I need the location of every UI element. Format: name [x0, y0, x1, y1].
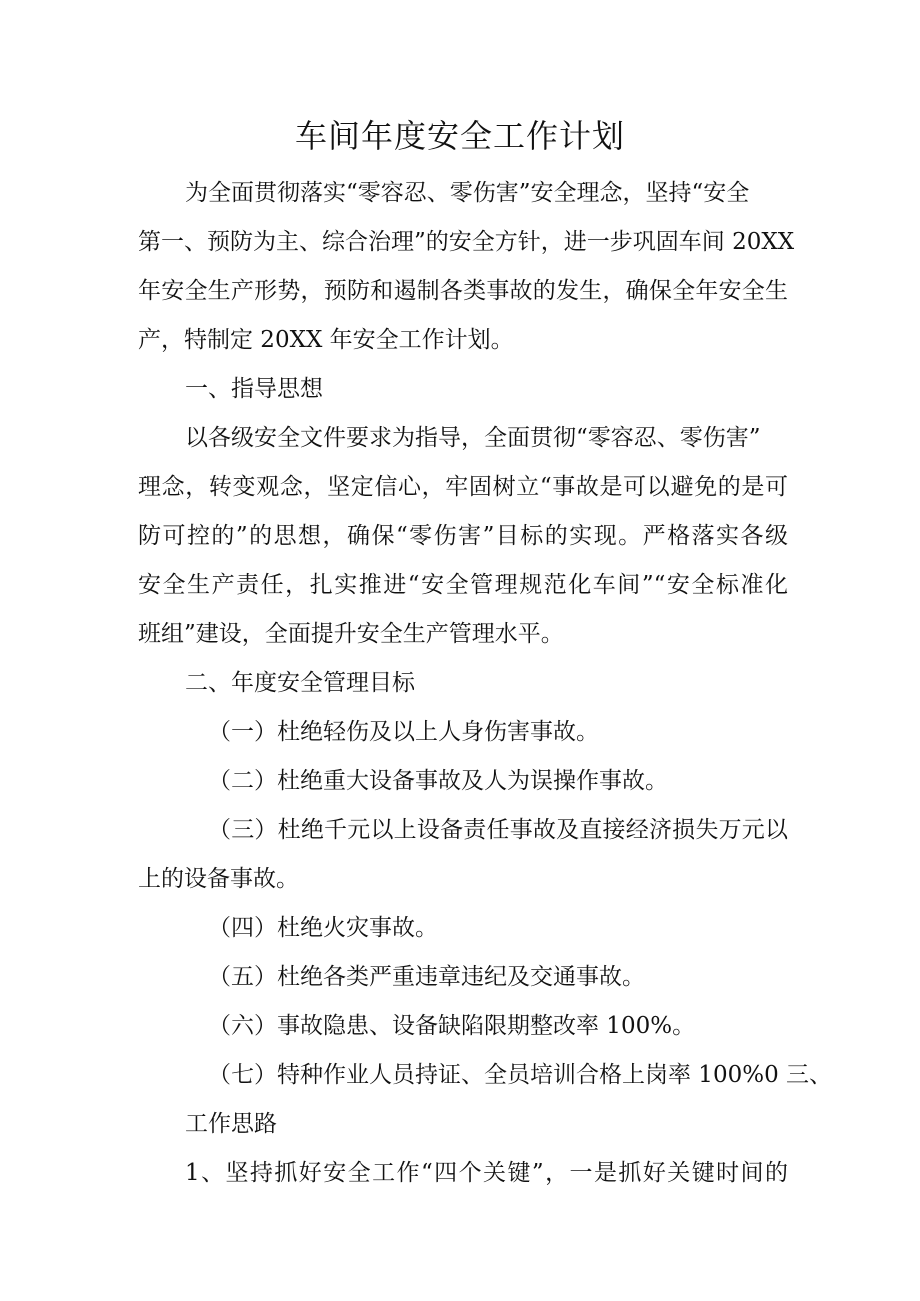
section1-line-3: 防可控的”的思想，确保“零伤害”目标的实现。严格落实各级	[138, 523, 788, 549]
section3-line-1: 1、坚持抓好安全工作“四个关键”，一是抓好关键时间的	[185, 1160, 788, 1186]
goal-item-4: （四）杜绝火灾事故。	[208, 915, 438, 941]
goal-item-3: （三）杜绝千元以上设备责任事故及直接经济损失万元以	[208, 817, 788, 843]
goal-item-5: （五）杜绝各类严重违章违纪及交通事故。	[208, 964, 645, 990]
section1-line-4: 安全生产责任，扎实推进“安全管理规范化车间”“安全标准化	[138, 572, 788, 598]
intro-line-3: 年安全生产形势，预防和遏制各类事故的发生，确保全年安全生	[138, 278, 788, 304]
intro-line-4: 产，特制定 20XX 年安全工作计划。	[138, 327, 514, 353]
goal-item-1: （一）杜绝轻伤及以上人身伤害事故。	[208, 719, 599, 745]
goal-item-3-continued: 上的设备事故。	[138, 866, 299, 892]
intro-line-1: 为全面贯彻落实“零容忍、零伤害”安全理念，坚持“安全	[185, 180, 750, 206]
goal-item-7: （七）特种作业人员持证、全员培训合格上岗率 100%0 三、	[208, 1062, 833, 1088]
section1-line-1: 以各级安全文件要求为指导，全面贯彻“零容忍、零伤害”	[185, 425, 761, 451]
goal-item-6: （六）事故隐患、设备缺陷限期整改率 100%。	[208, 1013, 696, 1039]
section-heading-annual-goals: 二、年度安全管理目标	[185, 670, 415, 696]
goal-item-2: （二）杜绝重大设备事故及人为误操作事故。	[208, 768, 668, 794]
section-heading-work-approach: 工作思路	[185, 1111, 277, 1137]
document-title: 车间年度安全工作计划	[294, 117, 625, 155]
section1-line-5: 班组”建设，全面提升安全生产管理水平。	[138, 621, 564, 647]
section-heading-guiding-ideology: 一、指导思想	[185, 376, 323, 402]
intro-line-2: 第一、预防为主、综合治理”的安全方针，进一步巩固车间 20XX	[138, 229, 795, 255]
section1-line-2: 理念，转变观念，坚定信心，牢固树立“事故是可以避免的是可	[138, 474, 788, 500]
